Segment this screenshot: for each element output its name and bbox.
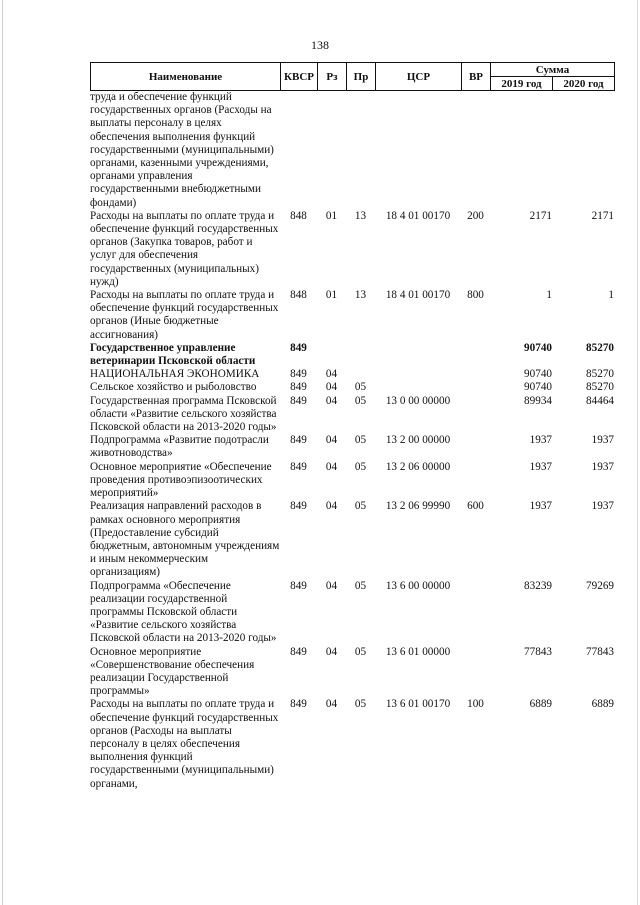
row-sum-2019: 89934 [524, 394, 552, 407]
row-sum-2020: 84464 [586, 394, 614, 407]
row-vr: 200 [467, 209, 484, 222]
row-name: Реализация направлений расходов в рамках основного мероприятия (Предоставление субсидий бюджетным, автономным учреждениям и иным некоммерческим организациям) [90, 500, 280, 579]
row-pr: 05 [354, 434, 367, 447]
row-name: Расходы на выплаты по оплате труда и обеспечение функций государственных органов (Иные бюджетные ассигнования) [90, 289, 279, 341]
row-sum-2020: 85270 [586, 368, 614, 381]
row-csr: 13 2 06 00000 [385, 460, 451, 473]
row-csr: 13 2 00 00000 [385, 434, 451, 447]
table-row [90, 342, 614, 368]
row-sum-2020: 1 [608, 289, 614, 302]
row-kvsr [280, 91, 317, 210]
row-name: Основное мероприятие «Обеспечение проведения противоэпизоотических мероприятий» [90, 460, 272, 500]
row-name: Подпрограмма «Развитие подотрасли животноводства» [90, 434, 269, 460]
row-sum-2020: 85270 [586, 341, 614, 354]
header-2020: 2020 год [553, 77, 615, 91]
row-sum-2019: 77843 [524, 645, 552, 658]
scan-edge-right [637, 0, 638, 905]
row-rz [317, 342, 346, 368]
row-name: Сельское хозяйство и рыболовство [90, 381, 257, 394]
row-kvsr: 849 [290, 394, 307, 407]
row-kvsr: 849 [290, 500, 307, 513]
row-rz: 04 [325, 381, 338, 394]
row-vr [461, 381, 490, 394]
table-row [90, 395, 614, 435]
table-header [90, 62, 615, 91]
row-sum-2020: 77843 [586, 645, 614, 658]
row-name: труда и обеспечение функций государственных органов (Расходы на выплаты персоналу в целях обеспечения выполнения функций государственными (муниципальными) органами, казенными учреждениями, органами управления государственными внебюджетными фондами) [90, 91, 274, 209]
row-kvsr: 849 [290, 698, 307, 711]
row-sum-2020: 1937 [591, 460, 614, 473]
row-pr: 05 [354, 381, 367, 394]
table-row [90, 580, 614, 646]
row-sum-2020: 79269 [586, 579, 614, 592]
row-kvsr: 849 [290, 434, 307, 447]
row-vr: 100 [467, 698, 484, 711]
page-number: 138 [311, 38, 329, 52]
row-name: Государственная программа Псковской области «Развитие сельского хозяйства Псковской области на 2013-2020 годы» [90, 394, 277, 434]
row-vr [461, 342, 490, 368]
table-row [90, 646, 614, 699]
row-csr: 13 6 00 00000 [385, 579, 451, 592]
scan-edge-left [2, 0, 3, 905]
row-kvsr: 848 [290, 209, 307, 222]
table-row [90, 368, 614, 381]
row-pr [346, 368, 375, 381]
table-row [90, 434, 614, 460]
row-sum-2019: 90740 [524, 341, 552, 354]
row-pr: 05 [354, 460, 367, 473]
row-rz: 01 [325, 209, 338, 222]
row-sum-2019: 1937 [529, 460, 552, 473]
row-csr: 13 0 00 00000 [385, 394, 451, 407]
row-pr [346, 91, 375, 210]
row-sum-2020: 85270 [586, 381, 614, 394]
row-csr: 13 6 01 00000 [385, 645, 451, 658]
row-name: Расходы на выплаты по оплате труда и обеспечение функций государственных органов (Закупка товаров, работ и услуг для обеспечения государственных (муниципальных) нужд) [90, 209, 279, 288]
row-sum-2019: 6889 [529, 698, 552, 711]
row-sum-2020: 1937 [591, 500, 614, 513]
row-vr [461, 368, 490, 381]
row-name: НАЦИОНАЛЬНАЯ ЭКОНОМИКА [90, 368, 260, 381]
row-rz: 04 [325, 434, 338, 447]
row-sum-2019 [490, 91, 552, 210]
row-sum-2019: 90740 [524, 368, 552, 381]
row-pr [346, 342, 375, 368]
row-vr [461, 395, 490, 435]
row-rz: 04 [325, 394, 338, 407]
header-pr: Пр [347, 63, 376, 91]
row-vr [461, 91, 490, 210]
header-vr: ВР [462, 63, 491, 91]
row-pr: 13 [354, 289, 367, 302]
header-sum: Сумма [491, 63, 615, 77]
row-name: Подпрограмма «Обеспечение реализации государственной программы Псковской области «Развитие сельского хозяйства Псковской области на 2013-2020 годы» [90, 579, 277, 645]
row-vr [461, 646, 490, 699]
table-row [90, 210, 614, 289]
table-body [90, 91, 614, 791]
row-rz: 04 [325, 500, 338, 513]
row-sum-2020: 6889 [591, 698, 614, 711]
row-rz: 04 [325, 368, 338, 381]
header-rz: Рз [318, 63, 347, 91]
row-csr [375, 381, 461, 394]
row-pr: 05 [354, 698, 367, 711]
row-name: Государственное управление ветеринарии Псковской области [90, 341, 256, 368]
row-kvsr: 849 [290, 645, 307, 658]
header-kvsr: КВСР [281, 63, 318, 91]
row-rz: 04 [325, 645, 338, 658]
header-2019: 2019 год [491, 77, 553, 91]
row-sum-2020: 1937 [591, 434, 614, 447]
row-kvsr: 849 [290, 579, 307, 592]
row-csr [375, 91, 461, 210]
row-csr: 18 4 01 00170 [385, 209, 451, 222]
row-kvsr: 849 [290, 368, 307, 381]
row-rz: 04 [325, 698, 338, 711]
row-vr [461, 580, 490, 646]
row-csr: 13 6 01 00170 [385, 698, 451, 711]
row-sum-2019: 83239 [524, 579, 552, 592]
row-sum-2019: 1 [546, 289, 552, 302]
row-name: Расходы на выплаты по оплате труда и обеспечение функций государственных органов (Расходы на выплаты персоналу в целях обеспечения выполнения функций государственными (муниципальными) органами, [90, 698, 279, 790]
row-kvsr: 849 [290, 341, 307, 354]
row-pr: 05 [354, 579, 367, 592]
row-vr: 600 [467, 500, 484, 513]
row-kvsr: 849 [290, 460, 307, 473]
row-pr: 13 [354, 209, 367, 222]
row-sum-2019: 90740 [524, 381, 552, 394]
row-vr: 800 [467, 289, 484, 302]
row-pr: 05 [354, 645, 367, 658]
table-row [90, 289, 614, 342]
table-row [90, 461, 614, 501]
table-row [90, 381, 614, 394]
row-csr: 13 2 06 99990 [385, 500, 451, 513]
row-rz: 01 [325, 289, 338, 302]
row-sum-2019: 1937 [529, 434, 552, 447]
row-rz: 04 [325, 460, 338, 473]
row-sum-2020: 2171 [591, 209, 614, 222]
row-vr [461, 461, 490, 501]
header-csr: ЦСР [376, 63, 462, 91]
table-row [90, 91, 614, 210]
row-kvsr: 848 [290, 289, 307, 302]
row-vr [461, 434, 490, 460]
table-row [90, 500, 614, 579]
row-name: Основное мероприятие «Совершенствование обеспечения реализации Государственной программы» [90, 645, 255, 698]
row-rz: 04 [325, 579, 338, 592]
row-pr: 05 [354, 394, 367, 407]
row-sum-2019: 2171 [529, 209, 552, 222]
row-pr: 05 [354, 500, 367, 513]
table-row [90, 698, 614, 790]
row-csr [375, 342, 461, 368]
budget-table [90, 62, 614, 791]
header-name: Наименование [91, 63, 281, 91]
row-rz [317, 91, 346, 210]
row-kvsr: 849 [290, 381, 307, 394]
row-csr: 18 4 01 00170 [385, 289, 451, 302]
row-sum-2020 [552, 91, 614, 210]
row-csr [375, 368, 461, 381]
row-sum-2019: 1937 [529, 500, 552, 513]
